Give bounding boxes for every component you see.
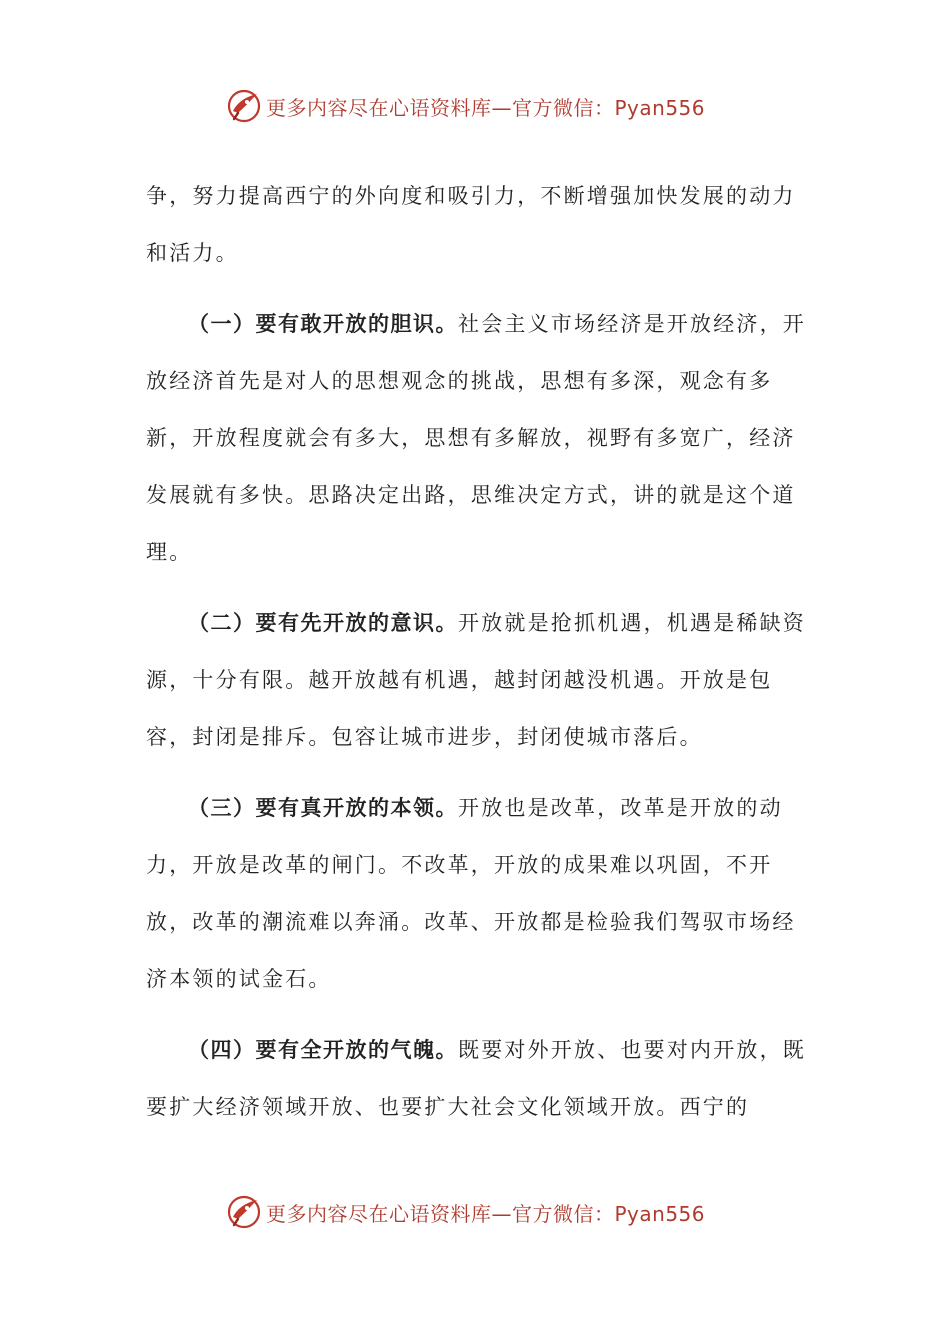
paragraph-section-3 <box>146 779 806 1008</box>
watermark-text <box>266 92 705 121</box>
header-watermark-banner <box>226 86 705 126</box>
fountain-pen-logo-icon <box>226 1194 262 1230</box>
section-heading: （四）要有全开放的气魄。 <box>188 1037 458 1062</box>
paragraph-text: 既要对外开放、也要对内开放，既要扩大经济领域开放、也要扩大社会文化领域开放。西宁的 <box>146 1038 806 1119</box>
paragraph-text: 争，努力提高西宁的外向度和吸引力，不断增强加快发展的动力和活力。 <box>146 184 796 265</box>
paragraph-section-1 <box>146 295 806 581</box>
paragraph-text: 开放就是抢抓机遇，机遇是稀缺资源，十分有限。越开放越有机遇，越封闭越没机遇。开放是包容，封闭是排斥。包容让城市进步，封闭使城市落后。 <box>146 611 806 749</box>
section-heading: （一）要有敢开放的胆识。 <box>188 311 458 336</box>
paragraph-section-4 <box>146 1021 806 1136</box>
paragraph-text: 开放也是改革，改革是开放的动力，开放是改革的闸门。不改革，开放的成果难以巩固，不开放，改革的潮流难以奔涌。改革、开放都是检验我们驾驭市场经济本领的试金石。 <box>146 796 796 991</box>
paragraph-text: 社会主义市场经济是开放经济，开放经济首先是对人的思想观念的挑战，思想有多深，观念有多新，开放程度就会有多大，思想有多解放，视野有多宽广，经济发展就有多快。思路决定出路，思维决定方式，讲的就是这个道理。 <box>146 312 806 564</box>
watermark-label: 更多内容尽在心语资料库—官方微信：Pyan556 <box>266 1201 706 1226</box>
section-heading: （二）要有先开放的意识。 <box>188 610 458 635</box>
paragraph-section-2 <box>146 594 806 766</box>
section-heading: （三）要有真开放的本领。 <box>188 795 458 820</box>
watermark-text <box>266 1198 705 1227</box>
footer-watermark-banner <box>226 1192 705 1232</box>
paragraph-continuation <box>146 168 806 282</box>
document-body <box>146 168 806 1136</box>
watermark-label: 更多内容尽在心语资料库—官方微信：Pyan556 <box>266 95 706 120</box>
fountain-pen-logo-icon <box>226 88 262 124</box>
